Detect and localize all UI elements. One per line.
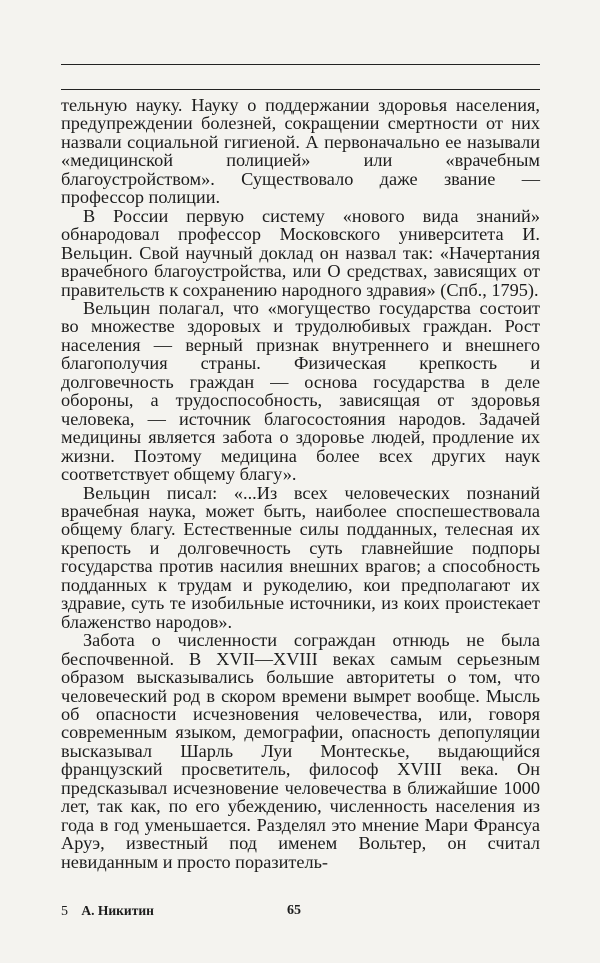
page-number: 65 bbox=[287, 903, 301, 918]
body-text bbox=[61, 96, 540, 871]
paragraph-2: В России первую систему «нового вида знаний» обнародовал профессор Московского университета И. Вельцин. Свой научный доклад он назвал так: «Начертания врачебного благоустройства, или О средствах, зависящих от правительств к сохранению народного здравия» (Спб., 1795). bbox=[61, 205, 540, 300]
header-rule-bottom bbox=[61, 89, 540, 90]
header-rule-top bbox=[61, 64, 540, 65]
paragraph-1: тельную науку. Науку о поддержании здоровья населения, предупреждении болезней, сокращении смертности от них назвали социальной гигиеной. А первоначально ее называли «медицинской полицией» или «врачебным благоустройством». Существовало даже звание — профессор полиции. bbox=[61, 95, 540, 208]
paragraph-5: Забота о численности сограждан отнюдь не была беспочвенной. В XVII—XVIII веках самым серьезным образом высказывались большие авторитеты о том, что человеческий род в скором времени вымрет вообще. Мысль об опасности исчезновения человечества, или, говоря современным языком, демографии, опасность депопуляции высказывал Шарль Луи Монтескье, выдающийся французский просветитель, философ XVIII века. Он предсказывал исчезновение человечества в ближайшие 1000 лет, так как, по его убеждению, численность населения из года в год уменьшается. Разделял это мнение Мари Франсуа Аруэ, известный под именем Вольтер, он считал невиданным и просто поразитель- bbox=[61, 630, 540, 872]
printer-signature bbox=[61, 903, 154, 920]
signature-author: А. Никитин bbox=[81, 903, 154, 918]
paragraph-3: Вельцин полагал, что «могущество государства состоит во множестве здоровых и трудолюбивых граждан. Рост населения — верный признак внутреннего и внешнего благополучия страны. Физическая крепкость и долговечность граждан — основа государства в деле обороны, а трудоспособность, зависящая от здоровья человека, — источник благосостояния народов. Задачей медицины является забота о здоровье людей, продление их жизни. Поэтому медицина более всех других наук соответствует общему благу». bbox=[61, 297, 540, 485]
paragraph-4: Вельцин писал: «...Из всех человеческих познаний врачебная наука, может быть, наиболее споспешествовала общему благу. Естественные силы подданных, телесная их крепость и долговечность суть главнейшие подпоры государства против насилия внешних врагов; а способность подданных к трудам и рукоделию, кои предполагают их здравие, суть те изобильные источники, из коих проистекает блаженство народов». bbox=[61, 482, 540, 632]
signature-number: 5 bbox=[61, 904, 68, 919]
